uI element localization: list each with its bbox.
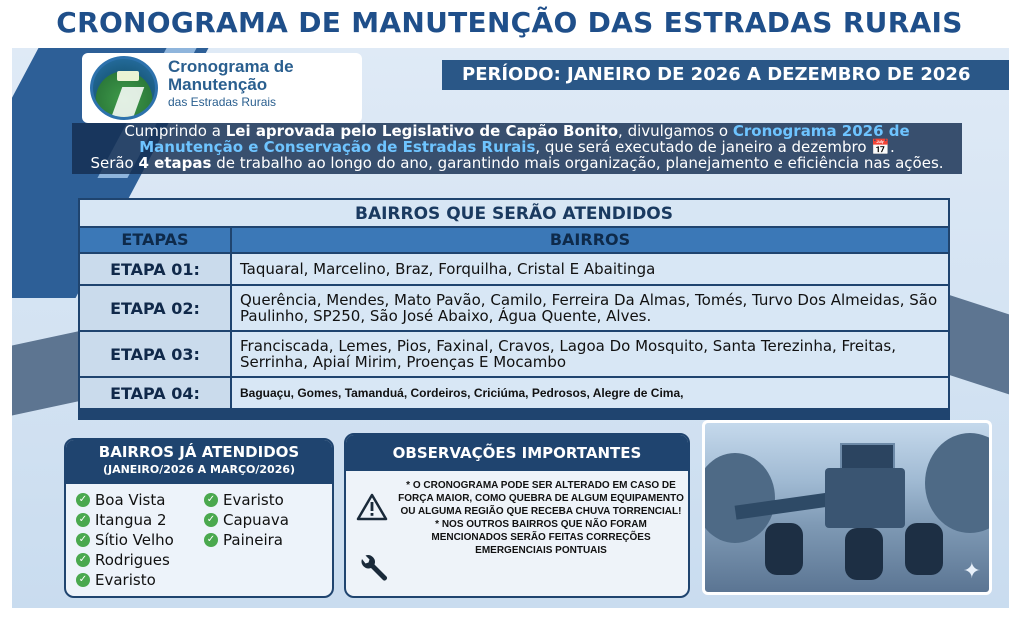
table-row xyxy=(80,254,948,284)
attended-header xyxy=(66,440,332,484)
logo-emblem-icon xyxy=(90,56,158,120)
check-icon: ✓ xyxy=(76,493,90,507)
schedule-table xyxy=(78,198,950,420)
attended-box xyxy=(64,438,334,598)
logo-line-1: Cronograma de xyxy=(168,57,294,76)
list-item xyxy=(76,530,174,550)
grader-photo xyxy=(702,420,992,595)
bairros-cell: Franciscada, Lemes, Pios, Faxinal, Cravos, Lagoa Do Mosquito, Santa Terezinha, Freitas, Serrinha, Apiaí Mirim, Proenças E Mocambo xyxy=(232,332,948,376)
list-item-label: Boa Vista xyxy=(95,491,166,509)
warning-icon xyxy=(356,493,388,521)
logo-road xyxy=(108,87,145,120)
attended-title: BAIRROS JÁ ATENDIDOS xyxy=(98,443,300,461)
intro-stages: 4 etapas xyxy=(138,154,212,172)
list-item-label: Capuava xyxy=(223,511,289,529)
table-header xyxy=(80,228,948,252)
grader-body xyxy=(825,468,905,528)
attended-subtitle: (JANEIRO/2026 A MARÇO/2026) xyxy=(102,463,296,476)
logo-text xyxy=(168,58,294,109)
table-row xyxy=(80,378,948,408)
sparkle-icon: ✦ xyxy=(962,559,981,584)
grader-wheel xyxy=(765,523,803,575)
list-item xyxy=(76,510,174,530)
intro-part: de trabalho ao longo do ano, garantindo mais organização, planejamento e eficiência nas ações. xyxy=(211,154,944,172)
intro-part: , divulgamos o xyxy=(618,122,733,140)
table-row xyxy=(80,286,948,330)
check-icon: ✓ xyxy=(204,493,218,507)
list-item-label: Itangua 2 xyxy=(95,511,167,529)
list-item-label: Evaristo xyxy=(223,491,284,509)
etapa-cell: ETAPA 02: xyxy=(80,286,230,330)
etapa-cell: ETAPA 03: xyxy=(80,332,230,376)
check-icon: ✓ xyxy=(76,513,90,527)
observations-title: OBSERVAÇÕES IMPORTANTES xyxy=(346,435,688,471)
observations-text xyxy=(398,479,684,557)
intro-law: Lei aprovada pelo Legislativo de Capão Bonito xyxy=(225,122,619,140)
logo xyxy=(82,53,362,123)
list-item-label: Rodrigues xyxy=(95,551,170,569)
observations-box xyxy=(344,433,690,598)
logo-truck-icon xyxy=(117,71,139,81)
col-header-etapas: ETAPAS xyxy=(80,228,230,252)
col-header-bairros: BAIRROS xyxy=(232,228,948,252)
intro-part: , que será executado de janeiro a dezembro 📅. xyxy=(535,138,895,156)
decor-road-left xyxy=(12,331,82,416)
intro-part: Cumprindo a xyxy=(124,122,226,140)
photo-tree xyxy=(925,433,992,533)
check-icon: ✓ xyxy=(76,533,90,547)
logo-line-3: das Estradas Rurais xyxy=(168,95,277,109)
attended-col-1 xyxy=(76,490,174,590)
grader-wheel xyxy=(905,523,943,575)
check-icon: ✓ xyxy=(76,573,90,587)
check-icon: ✓ xyxy=(204,513,218,527)
attended-list xyxy=(66,484,332,589)
list-item xyxy=(204,490,289,510)
list-item xyxy=(204,510,289,530)
list-item-label: Sítio Velho xyxy=(95,531,174,549)
grader-wheel xyxy=(845,528,883,580)
bairros-cell: Querência, Mendes, Mato Pavão, Camilo, Ferreira Da Almas, Tomés, Turvo Dos Almeidas, São Paulinho, SP250, São José Abaixo, Água Quente, Alves. xyxy=(232,286,948,330)
etapa-cell: ETAPA 04: xyxy=(80,378,230,408)
observation-note-2: * NOS OUTROS BAIRROS QUE NÃO FORAM MENCIONADOS SERÃO FEITAS CORREÇÕES EMERGENCIAIS PONTUAIS xyxy=(431,519,651,556)
list-item-label: Paineira xyxy=(223,531,283,549)
period-text: PERÍODO: JANEIRO DE 2026 A DEZEMBRO DE 2026 xyxy=(462,64,971,85)
check-icon: ✓ xyxy=(76,553,90,567)
list-item-label: Evaristo xyxy=(95,571,156,589)
bairros-cell: Taquaral, Marcelino, Braz, Forquilha, Cristal E Abaitinga xyxy=(232,254,948,284)
list-item xyxy=(76,550,174,570)
intro-highlight: Cronograma 2026 de Manutenção e Conservação de Estradas Rurais xyxy=(139,122,910,156)
attended-col-2 xyxy=(204,490,289,550)
bairros-cell: Baguaçu, Gomes, Tamanduá, Cordeiros, Criciúma, Pedrosos, Alegre de Cima, xyxy=(232,378,948,408)
logo-line-2: Manutenção xyxy=(168,75,268,94)
photo-tree xyxy=(702,453,775,543)
list-item xyxy=(76,490,174,510)
wrench-icon xyxy=(356,553,390,587)
poster xyxy=(12,48,1009,608)
list-item xyxy=(76,570,174,590)
observation-note-1: * O CRONOGRAMA PODE SER ALTERADO EM CASO DE FORÇA MAIOR, COMO QUEBRA DE ALGUM EQUIPAMENTO OU ALGUMA REGIÃO QUE RECEBA CHUVA TORRENCIAL! xyxy=(398,480,684,517)
intro-part: Serão xyxy=(90,154,139,172)
intro-text xyxy=(72,123,962,174)
page-title: CRONOGRAMA DE MANUTENÇÃO DAS ESTRADAS RURAIS xyxy=(56,6,963,39)
check-icon: ✓ xyxy=(204,533,218,547)
table-row xyxy=(80,332,948,376)
etapa-cell: ETAPA 01: xyxy=(80,254,230,284)
table-title: BAIRROS QUE SERÃO ATENDIDOS xyxy=(80,200,948,228)
list-item xyxy=(204,530,289,550)
